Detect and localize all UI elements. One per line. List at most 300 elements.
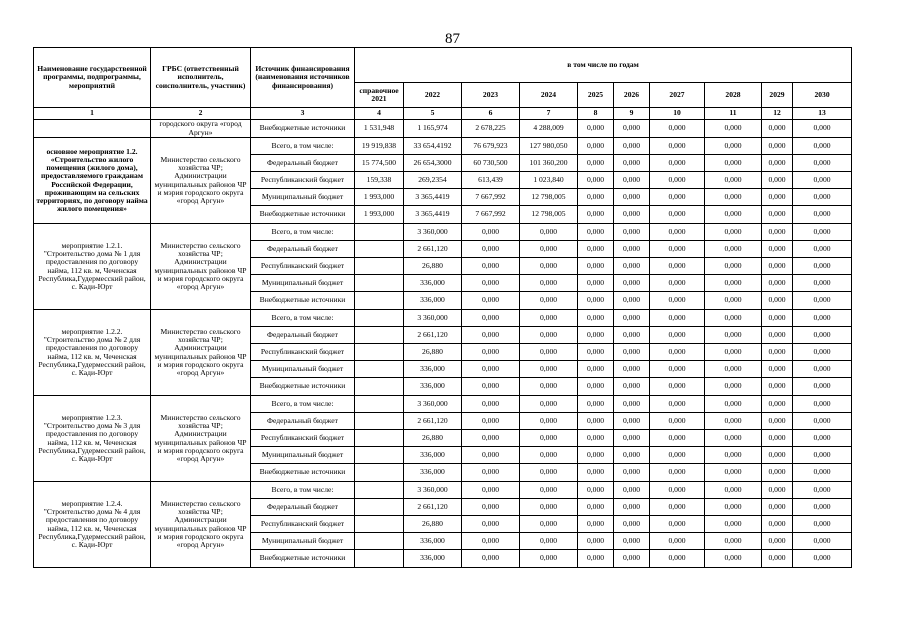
value-cell: 0,000 bbox=[793, 447, 852, 464]
value-cell: 0,000 bbox=[578, 396, 614, 413]
value-cell: 0,000 bbox=[614, 464, 650, 482]
table-row bbox=[34, 224, 852, 241]
header-by-years: в том числе по годам bbox=[355, 48, 852, 83]
value-cell: 2 661,120 bbox=[404, 241, 462, 258]
value-cell bbox=[355, 413, 404, 430]
value-cell: 60 730,500 bbox=[462, 155, 520, 172]
value-cell: 159,338 bbox=[355, 172, 404, 189]
value-cell: 0,000 bbox=[614, 430, 650, 447]
value-cell: 0,000 bbox=[762, 241, 793, 258]
value-cell: 0,000 bbox=[793, 275, 852, 292]
value-cell bbox=[355, 516, 404, 533]
value-cell: 0,000 bbox=[762, 275, 793, 292]
value-cell: 0,000 bbox=[462, 533, 520, 550]
value-cell: 0,000 bbox=[793, 206, 852, 224]
value-cell: 0,000 bbox=[705, 172, 762, 189]
value-cell: 0,000 bbox=[705, 516, 762, 533]
header-year: 2023 bbox=[462, 83, 520, 108]
value-cell: 0,000 bbox=[462, 327, 520, 344]
value-cell: 1 165,974 bbox=[404, 120, 462, 138]
value-cell: 76 679,923 bbox=[462, 138, 520, 155]
value-cell: 0,000 bbox=[462, 499, 520, 516]
value-cell: 0,000 bbox=[462, 292, 520, 310]
value-cell: 0,000 bbox=[762, 396, 793, 413]
row-source: Муниципальный бюджет bbox=[251, 447, 355, 464]
value-cell: 0,000 bbox=[650, 361, 705, 378]
value-cell: 0,000 bbox=[614, 396, 650, 413]
column-number: 2 bbox=[151, 108, 251, 120]
value-cell: 0,000 bbox=[650, 155, 705, 172]
row-source: Федеральный бюджет bbox=[251, 155, 355, 172]
value-cell: 26,880 bbox=[404, 344, 462, 361]
value-cell: 0,000 bbox=[650, 327, 705, 344]
column-number: 13 bbox=[793, 108, 852, 120]
row-source: Всего, в том числе: bbox=[251, 310, 355, 327]
value-cell: 336,000 bbox=[404, 533, 462, 550]
value-cell: 0,000 bbox=[520, 413, 578, 430]
value-cell: 0,000 bbox=[520, 258, 578, 275]
header-year: 2030 bbox=[793, 83, 852, 108]
column-number: 11 bbox=[705, 108, 762, 120]
value-cell: 0,000 bbox=[650, 482, 705, 499]
value-cell: 0,000 bbox=[578, 378, 614, 396]
value-cell: 0,000 bbox=[793, 430, 852, 447]
value-cell: 0,000 bbox=[462, 344, 520, 361]
value-cell: 0,000 bbox=[762, 120, 793, 138]
value-cell: 0,000 bbox=[578, 310, 614, 327]
value-cell: 0,000 bbox=[762, 310, 793, 327]
value-cell: 101 360,200 bbox=[520, 155, 578, 172]
value-cell: 0,000 bbox=[462, 447, 520, 464]
row-grbs: Министерство сельского хозяйства ЧР; Администрации муниципальных районов ЧР и мэрия городского округа «город Аргун» bbox=[151, 310, 251, 396]
value-cell: 26,880 bbox=[404, 516, 462, 533]
row-source: Муниципальный бюджет bbox=[251, 361, 355, 378]
value-cell: 3 365,4419 bbox=[404, 189, 462, 206]
row-source: Внебюджетные источники bbox=[251, 292, 355, 310]
value-cell: 0,000 bbox=[705, 533, 762, 550]
value-cell: 0,000 bbox=[793, 533, 852, 550]
value-cell: 0,000 bbox=[793, 120, 852, 138]
value-cell: 336,000 bbox=[404, 361, 462, 378]
value-cell: 0,000 bbox=[462, 310, 520, 327]
value-cell: 33 654,4192 bbox=[404, 138, 462, 155]
value-cell: 0,000 bbox=[650, 189, 705, 206]
value-cell: 26,880 bbox=[404, 258, 462, 275]
column-number: 10 bbox=[650, 108, 705, 120]
value-cell: 0,000 bbox=[462, 224, 520, 241]
value-cell: 0,000 bbox=[462, 361, 520, 378]
value-cell: 0,000 bbox=[614, 292, 650, 310]
value-cell: 0,000 bbox=[578, 430, 614, 447]
value-cell: 0,000 bbox=[793, 464, 852, 482]
value-cell: 0,000 bbox=[793, 327, 852, 344]
value-cell: 0,000 bbox=[614, 155, 650, 172]
row-source: Внебюджетные источники bbox=[251, 206, 355, 224]
value-cell: 0,000 bbox=[520, 464, 578, 482]
value-cell: 0,000 bbox=[520, 516, 578, 533]
value-cell: 127 980,050 bbox=[520, 138, 578, 155]
value-cell: 0,000 bbox=[762, 516, 793, 533]
value-cell: 0,000 bbox=[762, 138, 793, 155]
value-cell: 0,000 bbox=[520, 344, 578, 361]
value-cell: 0,000 bbox=[762, 258, 793, 275]
value-cell: 0,000 bbox=[650, 447, 705, 464]
value-cell: 0,000 bbox=[578, 138, 614, 155]
value-cell: 0,000 bbox=[614, 533, 650, 550]
value-cell: 0,000 bbox=[762, 533, 793, 550]
value-cell: 0,000 bbox=[650, 241, 705, 258]
table-row bbox=[34, 482, 852, 499]
value-cell: 3 360,000 bbox=[404, 310, 462, 327]
row-name-empty bbox=[34, 120, 151, 138]
value-cell: 0,000 bbox=[614, 120, 650, 138]
value-cell: 0,000 bbox=[705, 310, 762, 327]
row-source: Республиканский бюджет bbox=[251, 258, 355, 275]
value-cell: 0,000 bbox=[793, 189, 852, 206]
column-number: 5 bbox=[404, 108, 462, 120]
value-cell: 0,000 bbox=[520, 550, 578, 568]
row-source: Внебюджетные источники bbox=[251, 378, 355, 396]
value-cell: 0,000 bbox=[578, 292, 614, 310]
value-cell: 1 023,840 bbox=[520, 172, 578, 189]
value-cell: 0,000 bbox=[462, 258, 520, 275]
row-source: Федеральный бюджет bbox=[251, 499, 355, 516]
value-cell: 0,000 bbox=[762, 464, 793, 482]
value-cell bbox=[355, 396, 404, 413]
header-year: 2025 bbox=[578, 83, 614, 108]
row-source: Республиканский бюджет bbox=[251, 172, 355, 189]
row-name: основное мероприятие 1.2. «Строительство жилого помещения (жилого дома), предоставляемого гражданам Российской Федерации, проживающим на сельских территориях, по договору найма жилого помещения» bbox=[34, 138, 151, 224]
value-cell: 0,000 bbox=[650, 499, 705, 516]
value-cell: 0,000 bbox=[462, 378, 520, 396]
value-cell: 0,000 bbox=[793, 361, 852, 378]
value-cell: 0,000 bbox=[578, 275, 614, 292]
value-cell: 0,000 bbox=[705, 241, 762, 258]
table-row bbox=[34, 120, 852, 138]
value-cell: 7 667,992 bbox=[462, 206, 520, 224]
value-cell: 0,000 bbox=[614, 378, 650, 396]
value-cell: 0,000 bbox=[793, 241, 852, 258]
value-cell: 0,000 bbox=[578, 189, 614, 206]
value-cell bbox=[355, 224, 404, 241]
value-cell: 0,000 bbox=[793, 172, 852, 189]
row-source: Внебюджетные источники bbox=[251, 550, 355, 568]
row-grbs: Министерство сельского хозяйства ЧР; Администрации муниципальных районов ЧР и мэрия городского округа «город Аргун» bbox=[151, 138, 251, 224]
value-cell: 336,000 bbox=[404, 447, 462, 464]
row-source: Муниципальный бюджет bbox=[251, 533, 355, 550]
value-cell: 0,000 bbox=[520, 447, 578, 464]
value-cell: 0,000 bbox=[650, 258, 705, 275]
column-number: 9 bbox=[614, 108, 650, 120]
value-cell: 0,000 bbox=[614, 499, 650, 516]
row-source: Муниципальный бюджет bbox=[251, 275, 355, 292]
page-number: 87 bbox=[445, 31, 460, 47]
value-cell bbox=[355, 533, 404, 550]
value-cell: 0,000 bbox=[762, 206, 793, 224]
value-cell: 0,000 bbox=[793, 292, 852, 310]
value-cell: 3 360,000 bbox=[404, 396, 462, 413]
value-cell: 0,000 bbox=[578, 464, 614, 482]
value-cell: 0,000 bbox=[793, 310, 852, 327]
value-cell bbox=[355, 482, 404, 499]
value-cell: 0,000 bbox=[614, 516, 650, 533]
value-cell: 0,000 bbox=[762, 378, 793, 396]
value-cell: 0,000 bbox=[705, 464, 762, 482]
row-source: Республиканский бюджет bbox=[251, 344, 355, 361]
row-name: мероприятие 1.2.4. "Строительство дома № 4 для предоставления по договору найма, 112 кв. м, Чеченская Республика,Гудермесский район, с. Кади-Юрт bbox=[34, 482, 151, 568]
value-cell: 0,000 bbox=[705, 447, 762, 464]
value-cell: 0,000 bbox=[578, 120, 614, 138]
value-cell bbox=[355, 499, 404, 516]
value-cell bbox=[355, 327, 404, 344]
value-cell: 0,000 bbox=[793, 482, 852, 499]
value-cell: 0,000 bbox=[614, 413, 650, 430]
value-cell: 1 993,000 bbox=[355, 189, 404, 206]
value-cell: 12 798,005 bbox=[520, 189, 578, 206]
table-row bbox=[34, 310, 852, 327]
value-cell: 0,000 bbox=[650, 275, 705, 292]
column-number: 1 bbox=[34, 108, 151, 120]
value-cell: 0,000 bbox=[762, 361, 793, 378]
value-cell: 0,000 bbox=[462, 275, 520, 292]
value-cell: 0,000 bbox=[614, 327, 650, 344]
row-source: Внебюджетные источники bbox=[251, 120, 355, 138]
value-cell: 0,000 bbox=[793, 499, 852, 516]
value-cell: 0,000 bbox=[793, 413, 852, 430]
value-cell: 0,000 bbox=[578, 499, 614, 516]
row-source: Всего, в том числе: bbox=[251, 138, 355, 155]
value-cell: 0,000 bbox=[793, 155, 852, 172]
table-row bbox=[34, 138, 852, 155]
value-cell: 26 654,3000 bbox=[404, 155, 462, 172]
value-cell: 0,000 bbox=[578, 258, 614, 275]
value-cell: 3 365,4419 bbox=[404, 206, 462, 224]
value-cell: 613,439 bbox=[462, 172, 520, 189]
value-cell: 0,000 bbox=[614, 361, 650, 378]
value-cell: 0,000 bbox=[520, 396, 578, 413]
value-cell: 0,000 bbox=[705, 206, 762, 224]
row-source: Республиканский бюджет bbox=[251, 516, 355, 533]
value-cell: 0,000 bbox=[705, 138, 762, 155]
value-cell: 0,000 bbox=[462, 396, 520, 413]
value-cell: 0,000 bbox=[462, 516, 520, 533]
value-cell: 0,000 bbox=[578, 482, 614, 499]
row-grbs: Министерство сельского хозяйства ЧР; Администрации муниципальных районов ЧР и мэрия городского округа «город Аргун» bbox=[151, 224, 251, 310]
value-cell: 0,000 bbox=[578, 241, 614, 258]
row-source: Всего, в том числе: bbox=[251, 224, 355, 241]
row-grbs: городского округа «город Аргун» bbox=[151, 120, 251, 138]
value-cell: 0,000 bbox=[793, 396, 852, 413]
value-cell bbox=[355, 447, 404, 464]
row-source: Федеральный бюджет bbox=[251, 413, 355, 430]
value-cell: 0,000 bbox=[520, 361, 578, 378]
value-cell bbox=[355, 361, 404, 378]
value-cell: 0,000 bbox=[578, 155, 614, 172]
value-cell: 0,000 bbox=[762, 327, 793, 344]
header-year: 2022 bbox=[404, 83, 462, 108]
value-cell bbox=[355, 430, 404, 447]
value-cell: 0,000 bbox=[705, 120, 762, 138]
value-cell: 0,000 bbox=[614, 344, 650, 361]
value-cell: 0,000 bbox=[462, 413, 520, 430]
value-cell: 0,000 bbox=[650, 138, 705, 155]
value-cell: 0,000 bbox=[578, 550, 614, 568]
value-cell: 0,000 bbox=[578, 327, 614, 344]
column-number: 6 bbox=[462, 108, 520, 120]
value-cell: 0,000 bbox=[650, 378, 705, 396]
value-cell bbox=[355, 275, 404, 292]
value-cell bbox=[355, 344, 404, 361]
value-cell: 0,000 bbox=[705, 430, 762, 447]
header-source: Источник финансирования (наименования источников финансирования) bbox=[251, 48, 355, 108]
value-cell: 0,000 bbox=[793, 344, 852, 361]
value-cell: 12 798,005 bbox=[520, 206, 578, 224]
value-cell: 0,000 bbox=[650, 430, 705, 447]
value-cell: 0,000 bbox=[705, 499, 762, 516]
value-cell: 0,000 bbox=[462, 550, 520, 568]
value-cell: 0,000 bbox=[462, 241, 520, 258]
value-cell: 0,000 bbox=[650, 172, 705, 189]
row-grbs: Министерство сельского хозяйства ЧР; Администрации муниципальных районов ЧР и мэрия городского округа «город Аргун» bbox=[151, 396, 251, 482]
value-cell: 0,000 bbox=[520, 499, 578, 516]
value-cell: 0,000 bbox=[462, 430, 520, 447]
value-cell: 336,000 bbox=[404, 292, 462, 310]
value-cell: 0,000 bbox=[762, 189, 793, 206]
value-cell: 0,000 bbox=[614, 189, 650, 206]
value-cell: 0,000 bbox=[614, 138, 650, 155]
value-cell: 0,000 bbox=[650, 344, 705, 361]
value-cell: 0,000 bbox=[650, 310, 705, 327]
value-cell: 2 678,225 bbox=[462, 120, 520, 138]
value-cell: 0,000 bbox=[614, 241, 650, 258]
value-cell: 0,000 bbox=[705, 482, 762, 499]
value-cell: 0,000 bbox=[578, 172, 614, 189]
value-cell: 0,000 bbox=[793, 516, 852, 533]
value-cell: 0,000 bbox=[614, 550, 650, 568]
value-cell: 0,000 bbox=[705, 155, 762, 172]
header-name: Наименование государственной программы, подпрограммы, мероприятий bbox=[34, 48, 151, 108]
value-cell: 0,000 bbox=[762, 155, 793, 172]
value-cell: 0,000 bbox=[520, 292, 578, 310]
value-cell: 0,000 bbox=[793, 138, 852, 155]
table-row bbox=[34, 396, 852, 413]
value-cell: 0,000 bbox=[793, 378, 852, 396]
column-number: 3 bbox=[251, 108, 355, 120]
row-source: Федеральный бюджет bbox=[251, 327, 355, 344]
value-cell: 1 993,000 bbox=[355, 206, 404, 224]
row-source: Республиканский бюджет bbox=[251, 430, 355, 447]
value-cell: 2 661,120 bbox=[404, 327, 462, 344]
row-name: мероприятие 1.2.3. "Строительство дома № 3 для предоставления по договору найма, 112 кв. м, Чеченская Республика,Гудермесский район, с. Кади-Юрт bbox=[34, 396, 151, 482]
value-cell: 0,000 bbox=[578, 447, 614, 464]
row-source: Федеральный бюджет bbox=[251, 241, 355, 258]
value-cell: 269,2354 bbox=[404, 172, 462, 189]
value-cell: 336,000 bbox=[404, 275, 462, 292]
value-cell: 0,000 bbox=[650, 550, 705, 568]
value-cell: 0,000 bbox=[650, 224, 705, 241]
value-cell: 336,000 bbox=[404, 464, 462, 482]
value-cell: 0,000 bbox=[762, 172, 793, 189]
value-cell: 0,000 bbox=[520, 327, 578, 344]
value-cell: 7 667,992 bbox=[462, 189, 520, 206]
row-name: мероприятие 1.2.2. "Строительство дома № 2 для предоставления по договору найма, 112 кв. м, Чеченская Республика,Гудермесский район, с. Кади-Юрт bbox=[34, 310, 151, 396]
value-cell: 0,000 bbox=[462, 464, 520, 482]
value-cell bbox=[355, 378, 404, 396]
value-cell: 0,000 bbox=[762, 344, 793, 361]
value-cell: 0,000 bbox=[793, 550, 852, 568]
value-cell: 0,000 bbox=[578, 361, 614, 378]
value-cell: 0,000 bbox=[705, 413, 762, 430]
value-cell bbox=[355, 550, 404, 568]
value-cell: 0,000 bbox=[578, 516, 614, 533]
value-cell: 0,000 bbox=[762, 447, 793, 464]
value-cell: 0,000 bbox=[520, 275, 578, 292]
row-source: Муниципальный бюджет bbox=[251, 189, 355, 206]
value-cell: 0,000 bbox=[762, 413, 793, 430]
value-cell: 0,000 bbox=[520, 241, 578, 258]
header-grbs: ГРБС (ответственный исполнитель, соисполнитель, участник) bbox=[151, 48, 251, 108]
row-source: Всего, в том числе: bbox=[251, 396, 355, 413]
value-cell: 0,000 bbox=[614, 224, 650, 241]
value-cell: 3 360,000 bbox=[404, 482, 462, 499]
value-cell: 0,000 bbox=[705, 189, 762, 206]
value-cell: 0,000 bbox=[705, 224, 762, 241]
value-cell: 0,000 bbox=[520, 430, 578, 447]
row-grbs: Министерство сельского хозяйства ЧР; Администрации муниципальных районов ЧР и мэрия городского округа «город Аргун» bbox=[151, 482, 251, 568]
header-year: 2026 bbox=[614, 83, 650, 108]
value-cell: 336,000 bbox=[404, 378, 462, 396]
value-cell: 0,000 bbox=[520, 310, 578, 327]
value-cell: 0,000 bbox=[614, 482, 650, 499]
row-name: мероприятие 1.2.1. "Строительство дома № 1 для предоставления по договору найма, 112 кв. м, Чеченская Республика,Гудермесский район, с. Кади-Юрт bbox=[34, 224, 151, 310]
value-cell bbox=[355, 292, 404, 310]
header-year: 2027 bbox=[650, 83, 705, 108]
value-cell: 0,000 bbox=[614, 172, 650, 189]
value-cell: 0,000 bbox=[705, 258, 762, 275]
value-cell: 0,000 bbox=[650, 516, 705, 533]
value-cell: 0,000 bbox=[614, 447, 650, 464]
value-cell: 0,000 bbox=[520, 224, 578, 241]
value-cell: 0,000 bbox=[650, 533, 705, 550]
header-year: 2024 bbox=[520, 83, 578, 108]
value-cell: 336,000 bbox=[404, 550, 462, 568]
value-cell: 0,000 bbox=[614, 206, 650, 224]
table-body bbox=[34, 120, 852, 568]
value-cell: 0,000 bbox=[650, 292, 705, 310]
value-cell: 0,000 bbox=[793, 258, 852, 275]
value-cell: 0,000 bbox=[705, 361, 762, 378]
value-cell bbox=[355, 310, 404, 327]
value-cell: 0,000 bbox=[614, 275, 650, 292]
value-cell: 0,000 bbox=[705, 275, 762, 292]
value-cell bbox=[355, 464, 404, 482]
value-cell: 0,000 bbox=[762, 550, 793, 568]
value-cell bbox=[355, 241, 404, 258]
row-source: Внебюджетные источники bbox=[251, 464, 355, 482]
value-cell: 0,000 bbox=[705, 292, 762, 310]
value-cell: 0,000 bbox=[793, 224, 852, 241]
financing-table bbox=[33, 47, 852, 568]
column-number: 12 bbox=[762, 108, 793, 120]
value-cell: 0,000 bbox=[650, 396, 705, 413]
value-cell: 0,000 bbox=[762, 430, 793, 447]
header-ref-2021: справочное 2021 bbox=[355, 83, 404, 108]
column-number: 7 bbox=[520, 108, 578, 120]
column-number: 4 bbox=[355, 108, 404, 120]
row-source: Всего, в том числе: bbox=[251, 482, 355, 499]
value-cell: 4 288,009 bbox=[520, 120, 578, 138]
value-cell: 0,000 bbox=[650, 120, 705, 138]
